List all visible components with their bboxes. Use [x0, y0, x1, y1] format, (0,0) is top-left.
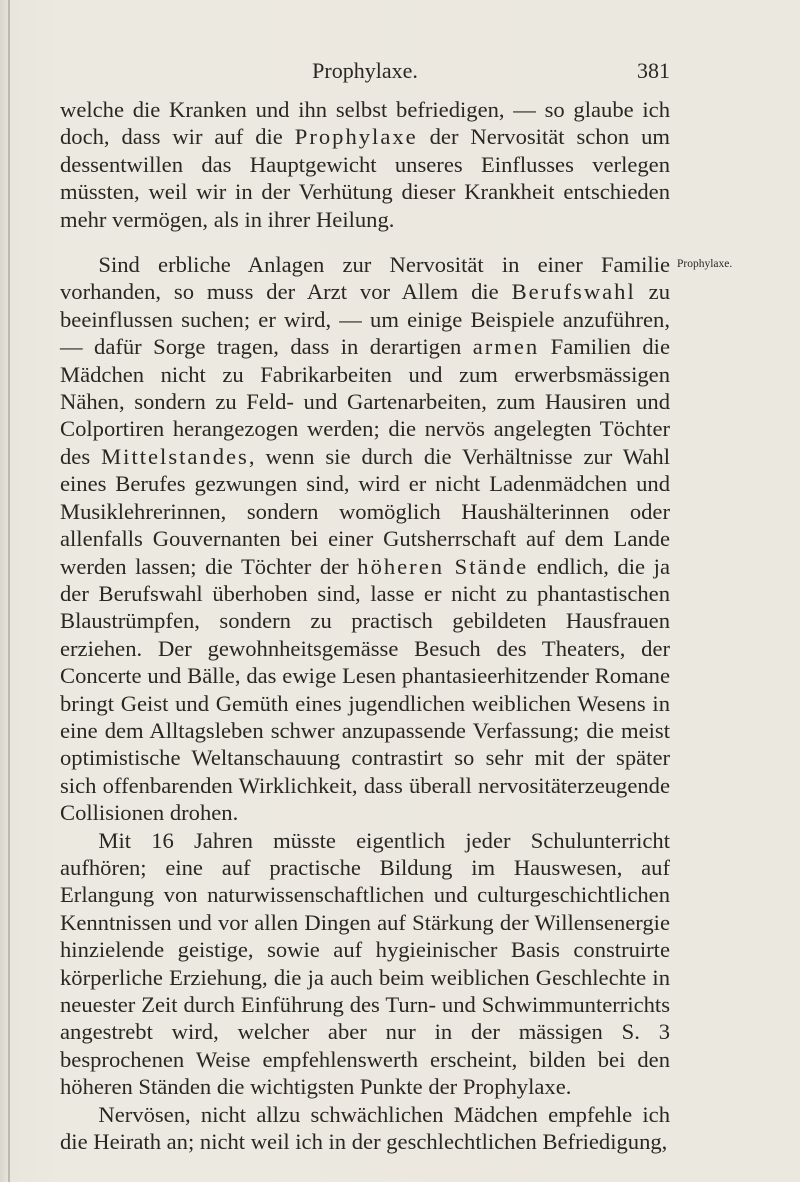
text-run: der Nervosität schon um dessentwillen das Hauptgewicht unseres Einflusses verlegen müssten, weil wir in der Verhütung dieser Krankheit entschieden mehr vermögen, als in ihrer Heilung. — [60, 124, 671, 232]
paragraph — [60, 96, 670, 233]
text-run: Sind erbliche Anlagen zur Nervosität in einer Familie vorhanden, so muss der Arzt vor Allem die — [60, 252, 670, 305]
text-run: welche die Kranken und ihn selbst befriedigen, — so glaube ich doch, dass wir auf die — [60, 97, 670, 150]
marginal-note: Prophylaxe. — [677, 258, 733, 270]
text-run: Familien die Mädchen nicht zu Fabrikarbeiten und zum erwerbsmässigen Nähen, sondern zu Feld- und Gartenarbeiten, zum Hausiren und Colportiren herangezogen werden; die nervös angelegten Töchter des — [60, 334, 670, 469]
text-run: Nervösen, nicht allzu schwächlichen Mädchen empfehle ich die Heirath an; nicht weil ich in der geschlechtlichen Befriedigung, — [60, 1101, 670, 1155]
paragraph — [60, 1101, 670, 1156]
paragraph — [60, 827, 670, 1101]
text-run: Mit 16 Jahren müsste eigentlich jeder Schulunterricht aufhören; eine auf practische Bildung im Hauswesen, auf Erlangung von naturwissenschaftlichen und culturgeschichtlichen Kenntnissen und vor allen Dingen auf Stärkung der Willensenergie hinzielende geistige, sowie auf hygieinischer Basis construirte körperliche Erziehung, die ja auch beim weiblichen Geschlechte in neuester Zeit durch Einführung des Turn- und Schwimmunterrichts angestrebt wird, welcher aber nur in der mässigen S. 3 besprochenen Weise empfehlenswerth erscheint, bilden bei den höheren Ständen die wichtigsten Punkte der Prophylaxe. — [60, 827, 670, 1100]
emphasized-term: Berufswahl — [511, 279, 636, 305]
paragraph — [60, 251, 670, 827]
emphasized-term: höheren Stände — [357, 553, 529, 579]
emphasized-term: Mittelstandes — [101, 443, 249, 469]
body-text — [60, 96, 670, 1155]
text-run: , wenn sie durch die Verhältnisse zur Wahl eines Berufes gezwungen sind, wird er nicht Ladenmädchen und Musiklehrerinnen, sondern womöglich Haushälterinnen oder allenfalls Gouvernanten bei einer Gutsherrschaft auf dem Lande werden lassen; die Töchter der — [60, 443, 670, 579]
running-head — [60, 58, 670, 86]
emphasized-term: Prophylaxe — [294, 124, 418, 150]
running-title: Prophylaxe. — [312, 58, 418, 83]
binding-edge — [8, 0, 10, 1182]
text-run: endlich, die ja der Berufswahl überhoben sind, lasse er nicht zu phantastischen Blaustrümpfen, sondern zu practisch gebildeten Hausfrauen erziehen. Der gewohnheitsgemässe Besuch des Theaters, der Concerte und Bälle, das ewige Lesen phantasieerhitzender Romane bringt Geist und Gemüth eines jugendlichen weiblichen Wesens in eine dem Alltagsleben schwer anzupassende Verfassung; die meist optimistische Weltanschauung contrastirt so sehr mit der später sich offenbarenden Wirklichkeit, dass überall nervositäterzeugende Collisionen drohen. — [60, 553, 670, 826]
emphasized-term: armen — [472, 334, 540, 360]
page-number: 381 — [637, 58, 670, 83]
text-run: zu beeinflussen suchen; er wird, — um einige Beispiele anzuführen, — dafür Sorge tragen, dass in derartigen — [60, 279, 670, 360]
